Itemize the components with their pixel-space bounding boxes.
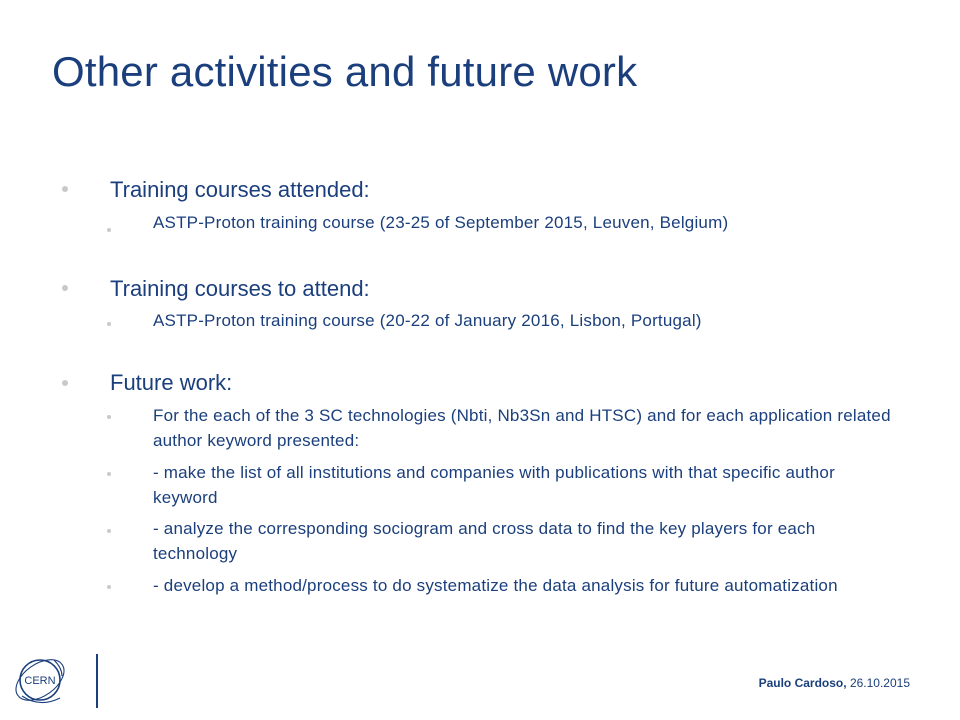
sub-bullet-dot	[107, 472, 111, 476]
list-item: - develop a method/process to do systematize the data analysis for future automatization	[153, 576, 838, 595]
cern-logo-icon	[10, 650, 70, 710]
sub-bullet-dot	[107, 529, 111, 533]
sub-bullet-dot	[107, 322, 111, 326]
section-heading-future-work: Future work:	[110, 370, 233, 395]
list-item: - make the list of all institutions and companies with publications with that specific author keyword	[153, 463, 835, 507]
sub-bullet-dot	[107, 415, 111, 419]
bullet-dot	[62, 186, 68, 192]
footer-author: Paulo Cardoso,	[758, 676, 847, 690]
bullet-dot	[62, 285, 68, 291]
list-item: ASTP-Proton training course (20-22 of January 2016, Lisbon, Portugal)	[153, 311, 702, 330]
sub-bullet-dot	[107, 228, 111, 232]
section-heading-to-attend: Training courses to attend:	[110, 276, 370, 301]
footer-divider	[96, 654, 98, 708]
bullet-dot	[62, 380, 68, 386]
list-item: For the each of the 3 SC technologies (Nbti, Nb3Sn and HTSC) and for each application related author keyword presented:	[153, 406, 891, 450]
list-item: - analyze the corresponding sociogram and cross data to find the key players for each technology	[153, 519, 816, 563]
list-item: ASTP-Proton training course (23-25 of September 2015, Leuven, Belgium)	[153, 213, 729, 232]
footer-date: 26.10.2015	[849, 676, 910, 690]
logo-text: CERN	[24, 675, 56, 687]
sub-bullet-dot	[107, 585, 111, 589]
section-heading-attended: Training courses attended:	[110, 177, 370, 202]
slide-title: Other activities and future work	[52, 48, 638, 95]
footer	[759, 676, 910, 690]
